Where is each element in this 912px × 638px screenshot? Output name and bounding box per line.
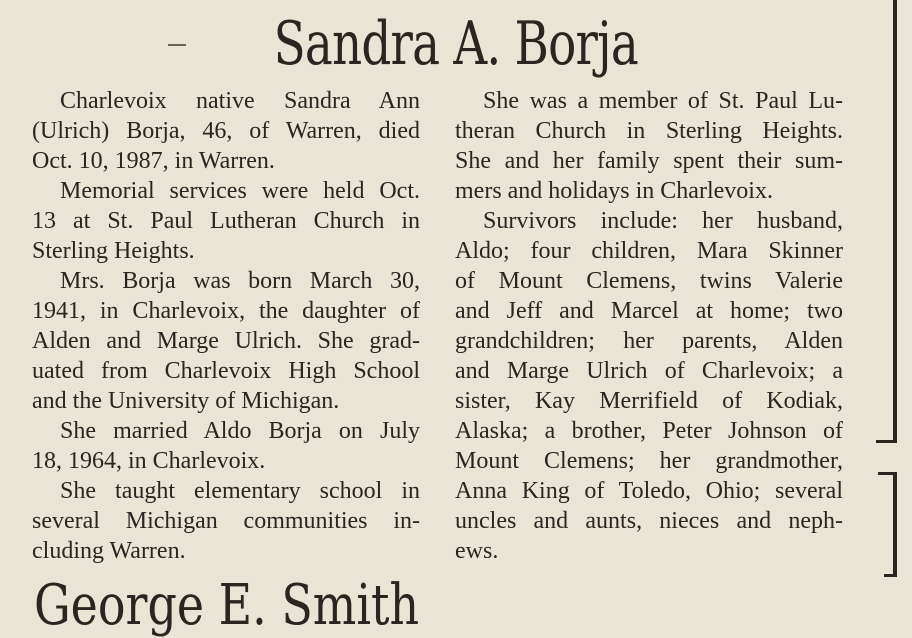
- text-line: theran Church in Sterling Heights.: [455, 118, 843, 144]
- text-line: Alaska; a brother, Peter Johnson of: [455, 418, 843, 444]
- text-line: She married Aldo Borja on July: [60, 418, 420, 444]
- text-line: Survivors include: her husband,: [483, 208, 843, 234]
- text-line: several Michigan communities in-: [32, 508, 420, 534]
- text-line: mers and holidays in Charlevoix.: [455, 178, 773, 204]
- next-obituary-headline: George E. Smith: [34, 573, 420, 638]
- text-line: and Marge Ulrich of Charlevoix; a: [455, 358, 843, 384]
- text-line: and the University of Michigan.: [32, 388, 340, 414]
- paragraph: [32, 416, 432, 476]
- text-line: Anna King of Toledo, Ohio; several: [455, 478, 843, 504]
- text-line: grandchildren; her parents, Alden: [455, 328, 843, 354]
- text-line: She taught elementary school in: [60, 478, 420, 504]
- obituary-headline: Sandra A. Borja: [273, 9, 638, 79]
- left-column: [32, 86, 432, 566]
- column-rule-lower: [893, 472, 897, 576]
- text-line: Mount Clemens; her grandmother,: [455, 448, 843, 474]
- text-line: She was a member of St. Paul Lu-: [483, 88, 843, 114]
- text-line: Memorial services were held Oct.: [60, 178, 420, 204]
- paragraph: [32, 176, 432, 266]
- text-line: Alden and Marge Ulrich. She grad-: [32, 328, 420, 354]
- text-line: Charlevoix native Sandra Ann: [60, 88, 420, 114]
- box-corner-upper: [876, 440, 897, 443]
- text-line: and Jeff and Marcel at home; two: [455, 298, 843, 324]
- text-line: Sterling Heights.: [32, 238, 195, 264]
- text-line: 18, 1964, in Charlevoix.: [32, 448, 266, 474]
- text-line: cluding Warren.: [32, 538, 186, 564]
- paragraph: [32, 86, 432, 176]
- text-line: 1941, in Charlevoix, the daughter of: [32, 298, 420, 324]
- text-line: Aldo; four children, Mara Skinner: [455, 238, 843, 264]
- paragraph: [455, 206, 855, 566]
- box-corner-bottom: [884, 574, 897, 577]
- text-line: sister, Kay Merrifield of Kodiak,: [455, 388, 843, 414]
- text-line: Mrs. Borja was born March 30,: [60, 268, 420, 294]
- text-line: Oct. 10, 1987, in Warren.: [32, 148, 275, 174]
- right-column: [455, 86, 855, 566]
- text-line: uncles and aunts, nieces and neph-: [455, 508, 843, 534]
- text-line: uated from Charlevoix High School: [32, 358, 420, 384]
- paragraph: [32, 266, 432, 416]
- text-line: of Mount Clemens, twins Valerie: [455, 268, 843, 294]
- text-line: ews.: [455, 538, 499, 564]
- paragraph: [32, 476, 432, 566]
- text-line: (Ulrich) Borja, 46, of Warren, died: [32, 118, 420, 144]
- text-line: 13 at St. Paul Lutheran Church in: [32, 208, 420, 234]
- column-rule-upper: [893, 0, 897, 442]
- text-line: She and her family spent their sum-: [455, 148, 843, 174]
- paragraph: [455, 86, 855, 206]
